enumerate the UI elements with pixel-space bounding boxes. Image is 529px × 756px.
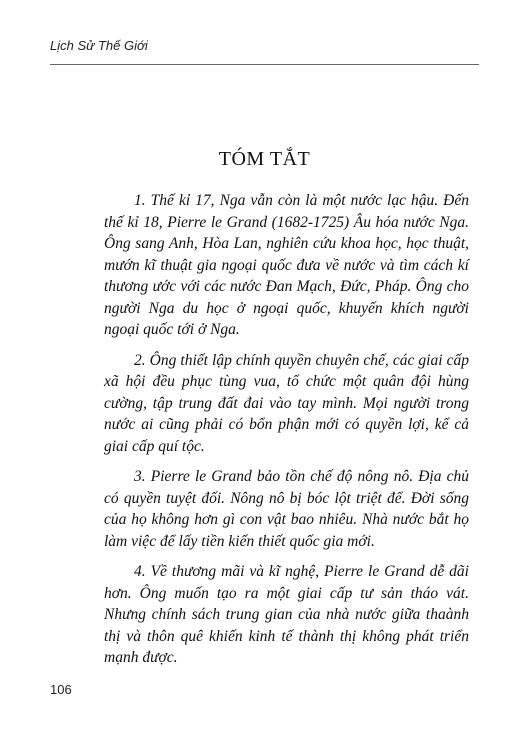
summary-body xyxy=(104,190,469,678)
header-divider xyxy=(50,64,479,65)
summary-paragraph-4: 4. Về thương mãi và kĩ nghệ, Pierre le Grand dễ dãi hơn. Ông muốn tạo ra một giai cấp tư sản tháo vát. Nhưng chính sách trung gian của nhà nước giữa thaành thị và thôn quê khiến kinh tế thành thị không phát triển mạnh được. xyxy=(104,563,469,666)
summary-paragraph-3: 3. Pierre le Grand bảo tồn chế độ nông nô. Địa chủ có quyền tuyệt đối. Nông nô bị bóc lột triệt để. Đời sống của họ không hơn gì con vật bao nhiêu. Nhà nước bắt họ làm việc để lấy tiền kiến thiết quốc gia mới. xyxy=(104,468,469,550)
running-header: Lịch Sử Thế Giới xyxy=(50,38,148,53)
summary-paragraph-1: 1. Thế kỉ 17, Nga vẫn còn là một nước lạc hậu. Đến thế kỉ 18, Pierre le Grand (1682-1725) Âu hóa nước Nga. Ông sang Anh, Hòa Lan, nghiên cứu khoa học, học thuật, mướn kĩ thuật gia ngoại quốc đưa về nước và tìm cách kí thương ước với các nước Đan Mạch, Đức, Pháp. Ông cho người Nga du học ở ngoại quốc, khuyến khích người ngoại quốc tới ở Nga. xyxy=(104,192,469,338)
page-number: 106 xyxy=(50,682,72,697)
section-title: TÓM TẮT xyxy=(218,148,311,170)
summary-paragraph-2: 2. Ông thiết lập chính quyền chuyên chế, các giai cấp xã hội đều phục tùng vua, tổ chức một quân đội hùng cường, tập trung đất đai vào tay mình. Mọi người trong nước ai cũng phải có bổn phận mới có quyền lợi, kể cả giai cấp quí tộc. xyxy=(104,351,469,455)
